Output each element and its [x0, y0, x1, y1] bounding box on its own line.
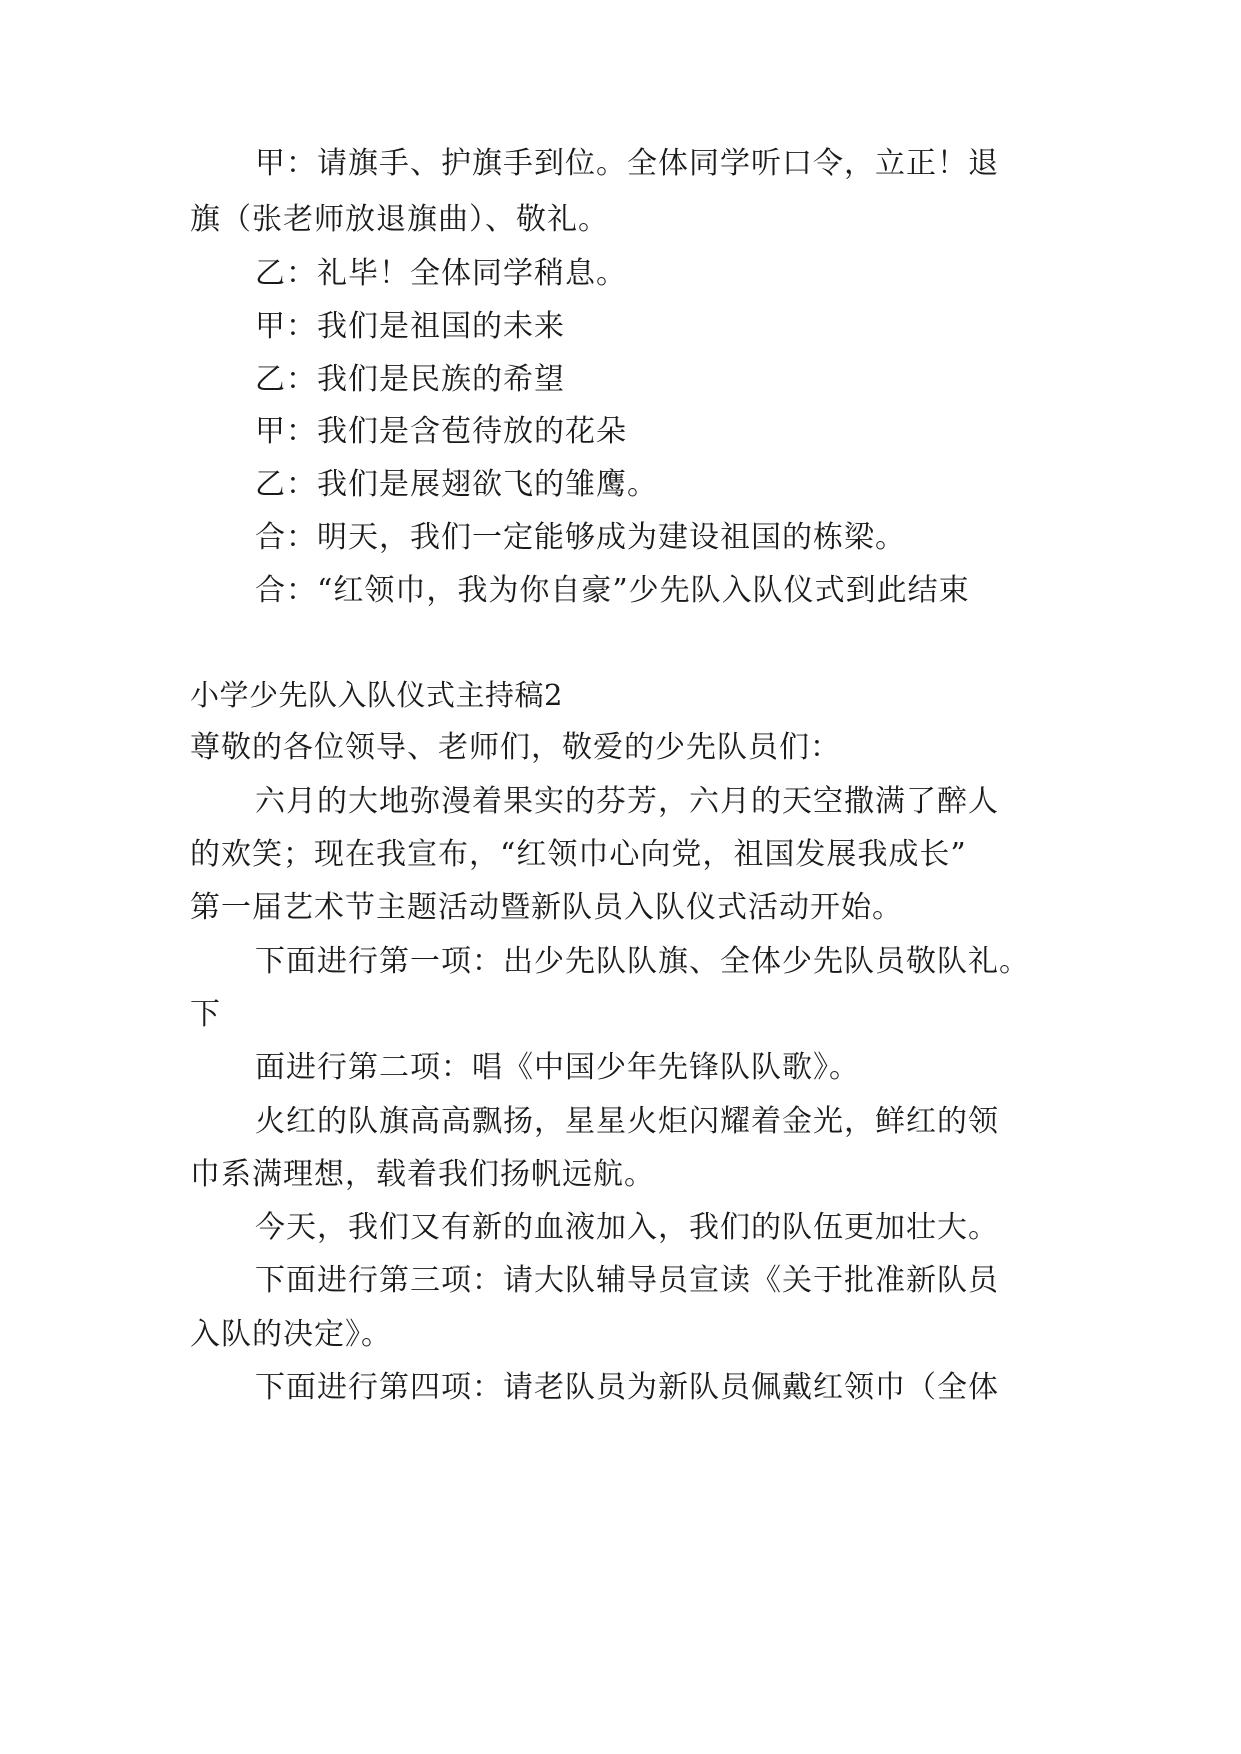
paragraph-line: 火红的队旗高高飘扬，星星火炬闪耀着金光，鲜红的领 [255, 1104, 999, 1139]
paragraph-line: 巾系满理想，载着我们扬帆远航。 [190, 1157, 655, 1192]
paragraph-line: 下面进行第四项：请老队员为新队员佩戴红领巾（全体 [255, 1370, 999, 1405]
paragraph-line: 合：“红领巾，我为你自豪”少先队入队仪式到此结束 [255, 573, 970, 608]
paragraph-line: 甲：请旗手、护旗手到位。全体同学听口令，立正！退 [255, 146, 999, 181]
paragraph-line: 入队的决定》。 [190, 1317, 392, 1352]
paragraph-line: 旗（张老师放退旗曲）、敬礼。 [190, 202, 609, 237]
salutation-line: 尊敬的各位领导、老师们，敬爱的少先队员们： [190, 730, 841, 765]
section-title: 小学少先队入队仪式主持稿2 [190, 678, 563, 712]
paragraph-line: 下面进行第三项：请大队辅导员宣读《关于批准新队员 [255, 1263, 999, 1298]
paragraph-line: 乙：我们是展翅欲飞的雏鹰。 [255, 467, 658, 502]
paragraph-line: 下面进行第一项：出少先队队旗、全体少先队员敬队礼。 [255, 944, 1030, 979]
paragraph-line: 下 [190, 997, 221, 1032]
paragraph-line: 合：明天，我们一定能够成为建设祖国的栋梁。 [255, 520, 906, 555]
paragraph-line: 甲：我们是祖国的未来 [255, 309, 565, 344]
paragraph-line: 的欢笑；现在我宣布，“红领巾心向党，祖国发展我成长” [190, 837, 967, 872]
paragraph-line: 面进行第二项：唱《中国少年先锋队队歌》。 [255, 1050, 860, 1085]
paragraph-line: 乙：礼毕！全体同学稍息。 [255, 256, 627, 291]
paragraph-line: 六月的大地弥漫着果实的芬芳，六月的天空撒满了醉人 [255, 784, 999, 819]
paragraph-line: 乙：我们是民族的希望 [255, 362, 565, 397]
paragraph-line: 甲：我们是含苞待放的花朵 [255, 414, 627, 449]
paragraph-line: 第一届艺术节主题活动暨新队员入队仪式活动开始。 [190, 890, 903, 925]
paragraph-line: 今天，我们又有新的血液加入，我们的队伍更加壮大。 [255, 1210, 999, 1245]
